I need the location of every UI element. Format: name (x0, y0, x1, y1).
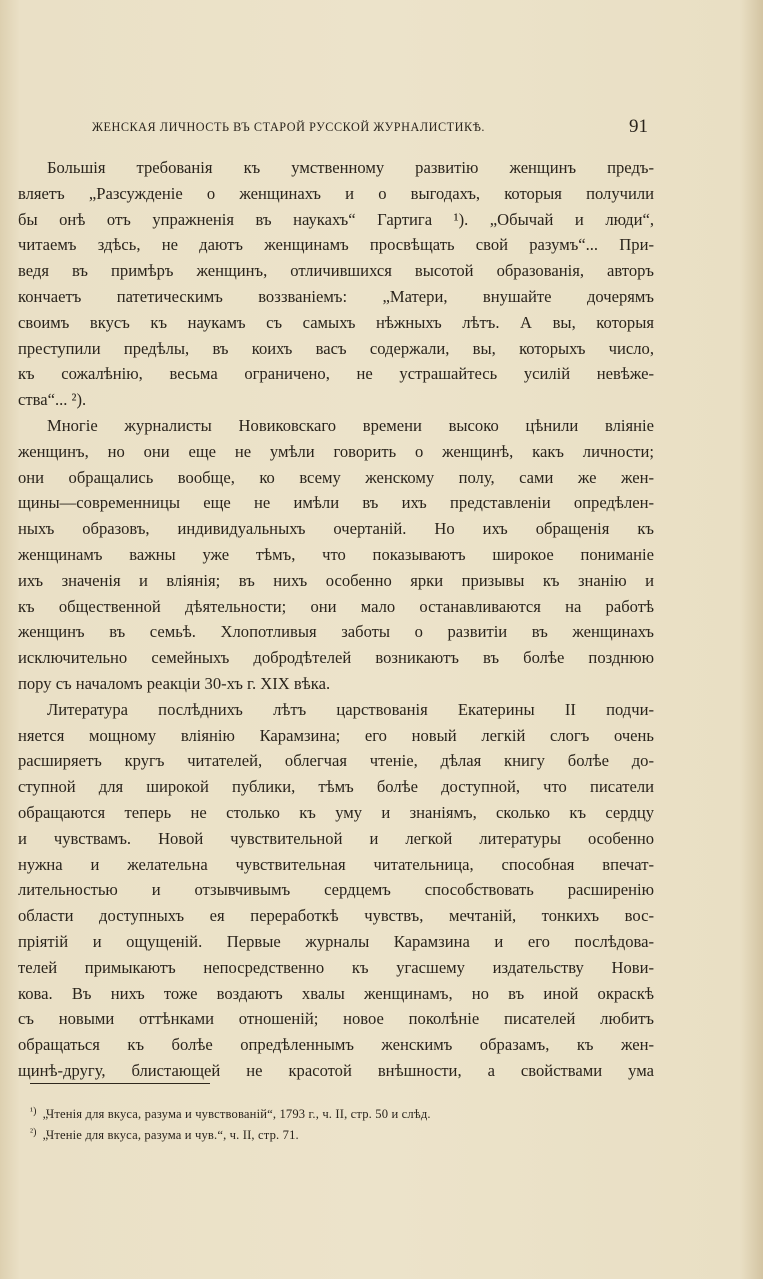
text-line: щины—современницы еще не имѣли въ ихъ представленіи опредѣлен- (18, 493, 654, 513)
page-number: 91 (629, 116, 648, 137)
text-line: ства“... ²). (18, 390, 87, 410)
footnote-text: „Чтенія для вкуса, разума и чувствованій“, 1793 г., ч. II, стр. 50 и слѣд. (42, 1107, 431, 1121)
text-line: они обращались вообще, ко всему женскому полу, сами же жен- (18, 467, 654, 487)
footnote-divider (30, 1083, 210, 1084)
footnote-mark: ²) (30, 1127, 37, 1138)
body-text (18, 155, 654, 1084)
text-line: ныхъ образовъ, индивидуальныхъ очертаній. Но ихъ обращенія къ (18, 519, 654, 539)
text-line: преступили предѣлы, въ коихъ васъ содержали, вы, которыхъ число, (18, 338, 654, 358)
text-line: обращаться къ болѣе опредѣленнымъ женскимъ образамъ, къ жен- (18, 1035, 654, 1055)
text-line: къ общественной дѣятельности; они мало останавливаются на работѣ (18, 596, 654, 616)
text-line: ихъ значенія и вліянія; въ нихъ особенно ярки призывы къ знанію и (18, 570, 654, 590)
text-line: Многіе журналисты Новиковскаго времени высоко цѣнили вліяніе (47, 415, 654, 435)
text-line: пору съ началомъ реакціи 30-хъ г. XIX вѣка. (18, 673, 331, 693)
running-head: ЖЕНСКАЯ ЛИЧНОСТЬ ВЪ СТАРОЙ РУССКОЙ ЖУРНАЛИСТИКѢ. (92, 120, 486, 134)
text-line: и чувствамъ. Новой чувствительной и легкой литературы особенно (18, 828, 654, 848)
text-line: пріятій и ощущеній. Первые журналы Карамзина и его послѣдова- (18, 931, 654, 951)
text-line: обращаются теперь не столько къ уму и знаніямъ, сколько къ сердцу (18, 802, 654, 822)
text-line: лительностью и отзывчивымъ сердцемъ способствовать расширенію (18, 880, 654, 900)
text-line: ступной для широкой публики, тѣмъ болѣе доступной, что писатели (18, 777, 654, 797)
text-line: къ сожалѣнію, весьма ограничено, не устрашайтесь усилій невѣже- (18, 364, 654, 384)
text-line: женщинъ, но они еще не умѣли говорить о женщинѣ, какъ личности; (18, 441, 654, 461)
text-line: своимъ вкусъ къ наукамъ съ самыхъ нѣжныхъ лѣтъ. А вы, которыя (18, 312, 654, 332)
text-line: кова. Въ нихъ тоже воздаютъ хвалы женщинамъ, но въ иной окраскѣ (18, 983, 654, 1003)
text-line: читаемъ здѣсь, не даютъ женщинамъ просвѣщать свой разумъ“... При- (18, 235, 654, 255)
text-line: исключительно семейныхъ добродѣтелей возникаютъ въ болѣе позднюю (18, 648, 654, 668)
page-header (86, 116, 648, 140)
footnote-mark: ¹) (30, 1106, 37, 1117)
text-line: женщинъ въ семьѣ. Хлопотливыя заботы о развитіи въ женщинахъ (18, 622, 654, 642)
text-line: бы онѣ отъ упражненія въ наукахъ“ Гартига ¹). „Обычай и люди“, (18, 209, 654, 229)
footnote (30, 1122, 650, 1143)
text-line: телей примыкаютъ непосредственно къ угасшему издательству Нови- (18, 957, 654, 977)
text-line: съ новыми оттѣнками отношеній; новое поколѣніе писателей любитъ (18, 1009, 654, 1029)
text-line: женщинамъ важны уже тѣмъ, что показываютъ широкое пониманіе (18, 544, 654, 564)
text-line: няется мощному вліянію Карамзина; его новый легкій слогъ очень (18, 725, 654, 745)
text-line: Большія требованія къ умственному развитію женщинъ предъ- (47, 158, 654, 177)
footnotes (30, 1101, 650, 1143)
text-line: области доступныхъ ея переработкѣ чувствъ, мечтаній, тонкихъ вос- (18, 906, 654, 926)
text-line: вляетъ „Разсужденіе о женщинахъ и о выгодахъ, которыя получили (18, 183, 654, 203)
footnote (30, 1101, 650, 1122)
text-line: ведя въ примѣръ женщинъ, отличившихся высотой образованія, авторъ (18, 261, 654, 281)
text-line: щинѣ-другу, блистающей не красотой внѣшности, а свойствами ума (18, 1060, 654, 1080)
text-line: нужна и желательна чувствительная читательница, способная впечат- (18, 854, 654, 874)
text-line: Литература послѣднихъ лѣтъ царствованія Екатерины II подчи- (47, 699, 654, 719)
text-line: расширяетъ кругъ читателей, облегчая чтеніе, дѣлая книгу болѣе до- (18, 751, 654, 771)
footnote-text: „Чтеніе для вкуса, разума и чув.“, ч. II, стр. 71. (42, 1128, 299, 1142)
text-line: кончаетъ патетическимъ воззваніемъ: „Матери, внушайте дочерямъ (18, 286, 654, 306)
